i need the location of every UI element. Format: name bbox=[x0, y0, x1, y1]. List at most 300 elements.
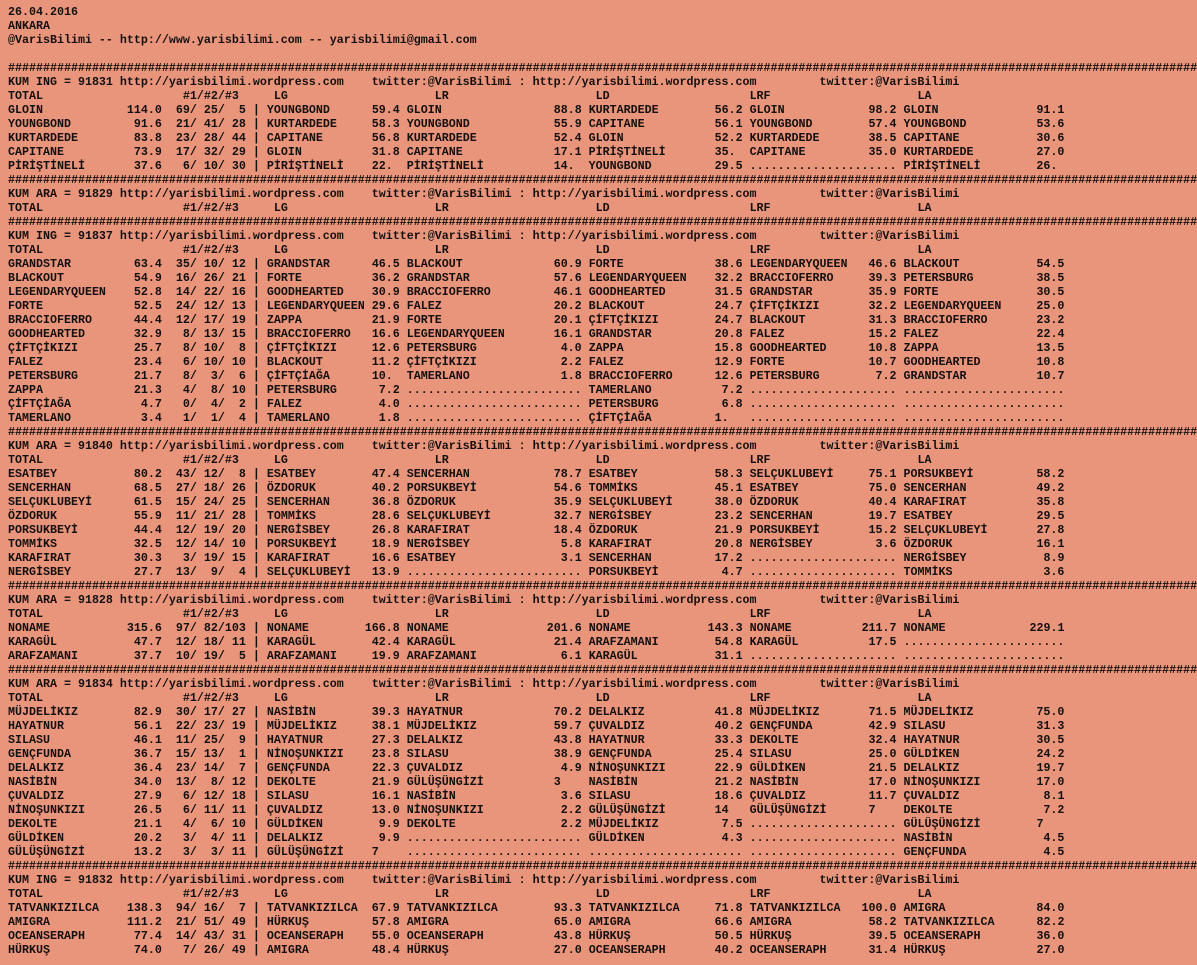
section-links: twitter:@VarisBilimi : http://yarisbilimi.wordpress.com bbox=[371, 75, 757, 89]
lg-name: KARAFIRAT bbox=[266, 551, 330, 565]
ld-value: 22.9 bbox=[714, 761, 743, 775]
row-name: GÜLÜŞÜNGİZİ bbox=[8, 845, 127, 859]
lr-value: 59.7 bbox=[553, 719, 582, 733]
lg-value: 55.0 bbox=[371, 929, 400, 943]
row-name: HAYATNUR bbox=[8, 719, 127, 733]
lr-name: DEKOLTE bbox=[406, 817, 456, 831]
lg-value: 46.5 bbox=[371, 257, 400, 271]
lg-value: 16.1 bbox=[371, 789, 400, 803]
header-lrf: LRF bbox=[749, 607, 771, 621]
lrf-name: GÜLÜŞÜNGİZİ bbox=[749, 803, 827, 817]
row-name: GRANDSTAR bbox=[8, 257, 127, 271]
row-ranks: 24/ 12/ 13 bbox=[168, 299, 246, 313]
lr-value: 93.3 bbox=[553, 901, 582, 915]
lr-value: 18.4 bbox=[553, 523, 582, 537]
lr-value: 65.0 bbox=[553, 915, 582, 929]
lrf-value: 31.3 bbox=[868, 313, 897, 327]
table-row bbox=[8, 845, 1197, 859]
row-ranks: 3/ 19/ 15 bbox=[168, 551, 246, 565]
row-total: 30.3 bbox=[126, 551, 162, 565]
separator-line: ########################################################################################################################################################################## bbox=[8, 173, 1197, 187]
lr-value: 14. bbox=[553, 159, 582, 173]
lr-name: GRANDSTAR bbox=[406, 271, 470, 285]
header-lr: LR bbox=[434, 887, 449, 901]
lg-value: 16.6 bbox=[371, 327, 400, 341]
ld-value: 40.2 bbox=[714, 719, 743, 733]
empty-cell-dots: ......................... bbox=[406, 397, 582, 411]
column-divider: | bbox=[252, 397, 260, 411]
twitter-handle: twitter:@VarisBilimi bbox=[819, 593, 960, 607]
lg-name: PORSUKBEYİ bbox=[266, 537, 337, 551]
lrf-value: 25.0 bbox=[868, 747, 897, 761]
section-title-line bbox=[8, 677, 1197, 691]
la-value: 75.0 bbox=[1036, 705, 1065, 719]
la-name: NONAME bbox=[903, 621, 946, 635]
header-total: TOTAL bbox=[8, 89, 43, 103]
lg-name: KURTARDEDE bbox=[266, 117, 337, 131]
lr-name: TATVANKIZILCA bbox=[406, 901, 498, 915]
empty-cell-dots: ..................... bbox=[749, 397, 897, 411]
table-row bbox=[8, 719, 1197, 733]
lr-name: SELÇUKLUBEYİ bbox=[406, 509, 491, 523]
column-header-line bbox=[8, 607, 1197, 621]
lg-value: 57.8 bbox=[371, 915, 400, 929]
ld-value: 23.2 bbox=[714, 509, 743, 523]
la-value: 7 bbox=[1036, 817, 1065, 831]
ld-value: 143.3 bbox=[707, 621, 743, 635]
column-divider: | bbox=[252, 565, 260, 579]
ld-name: ESATBEY bbox=[588, 467, 638, 481]
row-total: 77.4 bbox=[126, 929, 162, 943]
row-name: CAPITANE bbox=[8, 145, 127, 159]
lrf-value: 7.2 bbox=[875, 369, 897, 383]
lg-name: BLACKOUT bbox=[266, 355, 323, 369]
row-ranks: 97/ 82/103 bbox=[168, 621, 246, 635]
lrf-value: 32.4 bbox=[868, 733, 897, 747]
header-la: LA bbox=[917, 89, 932, 103]
lr-value: 20.2 bbox=[553, 299, 582, 313]
section-title: KUM ING = 91832 http://yarisbilimi.wordpress.com bbox=[8, 873, 344, 887]
lg-name: GÜLÜŞÜNGİZİ bbox=[266, 845, 344, 859]
lr-value: 2.2 bbox=[560, 803, 582, 817]
column-divider: | bbox=[252, 369, 260, 383]
separator-line: ########################################################################################################################################################################## bbox=[8, 663, 1197, 677]
header-ld: LD bbox=[595, 201, 610, 215]
la-value: 27.8 bbox=[1036, 523, 1065, 537]
row-ranks: 15/ 13/ 1 bbox=[168, 747, 246, 761]
empty-cell-dots: ..................... bbox=[749, 383, 897, 397]
ld-value: 71.8 bbox=[714, 901, 743, 915]
table-row bbox=[8, 383, 1197, 397]
row-ranks: 4/ 6/ 10 bbox=[168, 817, 246, 831]
lr-name: GÜLÜŞÜNGİZİ bbox=[406, 775, 484, 789]
la-name: MÜJDELİKIZ bbox=[903, 705, 974, 719]
lrf-name: ÇİFTÇİKIZI bbox=[749, 299, 820, 313]
header-lg: LG bbox=[273, 89, 288, 103]
lg-value: 21.9 bbox=[371, 313, 400, 327]
la-name: AMIGRA bbox=[903, 901, 946, 915]
ld-value: 6.8 bbox=[721, 397, 743, 411]
la-name: SENCERHAN bbox=[903, 481, 967, 495]
table-row bbox=[8, 831, 1197, 845]
row-total: 27.7 bbox=[126, 565, 162, 579]
row-ranks: 6/ 10/ 10 bbox=[168, 355, 246, 369]
row-name: PETERSBURG bbox=[8, 369, 127, 383]
ld-value: 33.3 bbox=[714, 733, 743, 747]
lr-name: PETERSBURG bbox=[406, 341, 477, 355]
row-ranks: 30/ 17/ 27 bbox=[168, 705, 246, 719]
la-value: 36.0 bbox=[1036, 929, 1065, 943]
row-total: 4.7 bbox=[126, 397, 162, 411]
column-divider: | bbox=[252, 635, 260, 649]
header-ld: LD bbox=[595, 691, 610, 705]
row-total: 82.9 bbox=[126, 705, 162, 719]
ld-value: 18.6 bbox=[714, 789, 743, 803]
column-header-line bbox=[8, 201, 1197, 215]
la-name: GÜLDİKEN bbox=[903, 747, 960, 761]
column-divider: | bbox=[252, 131, 260, 145]
table-row bbox=[8, 621, 1197, 635]
row-total: 36.4 bbox=[126, 761, 162, 775]
ld-name: TATVANKIZILCA bbox=[588, 901, 680, 915]
lg-name: LEGENDARYQUEEN bbox=[266, 299, 365, 313]
lrf-name: SELÇUKLUBEYİ bbox=[749, 467, 834, 481]
lg-name: GÜLDİKEN bbox=[266, 817, 323, 831]
row-name: KARAGÜL bbox=[8, 635, 127, 649]
lg-name: ÇİFTÇİKIZI bbox=[266, 341, 337, 355]
la-value: 27.0 bbox=[1036, 943, 1065, 957]
lrf-value: 211.7 bbox=[861, 621, 897, 635]
la-name: OCEANSERAPH bbox=[903, 929, 981, 943]
row-name: YOUNGBOND bbox=[8, 117, 127, 131]
column-divider: | bbox=[252, 915, 260, 929]
header-lrf: LRF bbox=[749, 201, 771, 215]
column-divider: | bbox=[252, 943, 260, 957]
row-total: 83.8 bbox=[126, 131, 162, 145]
column-divider: | bbox=[252, 341, 260, 355]
column-divider: | bbox=[252, 929, 260, 943]
row-total: 52.8 bbox=[126, 285, 162, 299]
lg-value: 27.3 bbox=[371, 733, 400, 747]
ld-name: KARAGÜL bbox=[588, 649, 638, 663]
ld-name: ZAPPA bbox=[588, 341, 624, 355]
table-row bbox=[8, 481, 1197, 495]
lr-name: TAMERLANO bbox=[406, 369, 470, 383]
column-divider: | bbox=[252, 831, 260, 845]
la-name: DELALKIZ bbox=[903, 761, 960, 775]
header-total: TOTAL bbox=[8, 453, 43, 467]
header-total: TOTAL bbox=[8, 201, 43, 215]
table-row bbox=[8, 537, 1197, 551]
lr-name: FALEZ bbox=[406, 299, 442, 313]
header-lg: LG bbox=[273, 607, 288, 621]
section-links: twitter:@VarisBilimi : http://yarisbilimi.wordpress.com bbox=[371, 677, 757, 691]
la-name: CAPITANE bbox=[903, 131, 960, 145]
ld-name: KURTARDEDE bbox=[588, 103, 659, 117]
column-divider: | bbox=[252, 481, 260, 495]
section-title-line bbox=[8, 439, 1197, 453]
lg-value: 13.0 bbox=[371, 803, 400, 817]
empty-cell-dots: ....................... bbox=[903, 383, 1065, 397]
column-divider: | bbox=[252, 817, 260, 831]
ld-value: 56.1 bbox=[714, 117, 743, 131]
row-ranks: 94/ 16/ 7 bbox=[168, 901, 246, 915]
la-name: ESATBEY bbox=[903, 509, 953, 523]
la-name: SILASU bbox=[903, 719, 946, 733]
la-value: 24.2 bbox=[1036, 747, 1065, 761]
row-ranks: 3/ 4/ 11 bbox=[168, 831, 246, 845]
row-ranks: 6/ 12/ 18 bbox=[168, 789, 246, 803]
la-value: 29.5 bbox=[1036, 509, 1065, 523]
row-name: BRACCIOFERRO bbox=[8, 313, 127, 327]
lr-value: 27.0 bbox=[553, 943, 582, 957]
row-ranks: 27/ 18/ 26 bbox=[168, 481, 246, 495]
row-total: 27.9 bbox=[126, 789, 162, 803]
ld-value: 54.8 bbox=[714, 635, 743, 649]
la-value: 13.5 bbox=[1036, 341, 1065, 355]
lr-value: 55.9 bbox=[553, 117, 582, 131]
lr-value: 60.9 bbox=[553, 257, 582, 271]
ld-value: 58.3 bbox=[714, 467, 743, 481]
header-lrf: LRF bbox=[749, 243, 771, 257]
ld-name: PETERSBURG bbox=[588, 397, 659, 411]
lrf-value: 31.4 bbox=[868, 943, 897, 957]
la-name: GOODHEARTED bbox=[903, 355, 981, 369]
la-name: HÜRKUŞ bbox=[903, 943, 946, 957]
row-name: SILASU bbox=[8, 733, 127, 747]
table-row bbox=[8, 327, 1197, 341]
ld-name: PİRİŞTİNELİ bbox=[588, 145, 666, 159]
results-document bbox=[8, 5, 1197, 957]
lrf-name: TATVANKIZILCA bbox=[749, 901, 841, 915]
row-total: 74.0 bbox=[126, 943, 162, 957]
lr-value: 70.2 bbox=[553, 705, 582, 719]
row-ranks: 23/ 14/ 7 bbox=[168, 761, 246, 775]
lr-name: FORTE bbox=[406, 313, 442, 327]
lr-name: KURTARDEDE bbox=[406, 131, 477, 145]
row-name: MÜJDELİKIZ bbox=[8, 705, 127, 719]
lrf-name: NONAME bbox=[749, 621, 792, 635]
lg-name: ARAFZAMANI bbox=[266, 649, 337, 663]
row-ranks: 12/ 17/ 19 bbox=[168, 313, 246, 327]
column-divider: | bbox=[252, 355, 260, 369]
row-name: ARAFZAMANI bbox=[8, 649, 127, 663]
lr-value: 17.1 bbox=[553, 145, 582, 159]
row-name: KARAFIRAT bbox=[8, 551, 127, 565]
header-la: LA bbox=[917, 691, 932, 705]
lrf-value: 17.5 bbox=[868, 635, 897, 649]
lg-name: TATVANKIZILCA bbox=[266, 901, 358, 915]
twitter-handle: twitter:@VarisBilimi bbox=[819, 187, 960, 201]
section-links: twitter:@VarisBilimi : http://yarisbilimi.wordpress.com bbox=[371, 229, 757, 243]
section-title: KUM ARA = 91840 http://yarisbilimi.wordpress.com bbox=[8, 439, 344, 453]
column-divider: | bbox=[252, 537, 260, 551]
column-divider: | bbox=[252, 705, 260, 719]
column-header-line bbox=[8, 89, 1197, 103]
row-ranks: 14/ 43/ 31 bbox=[168, 929, 246, 943]
lg-value: 10. bbox=[371, 369, 400, 383]
lg-name: SENCERHAN bbox=[266, 495, 330, 509]
row-name: ZAPPA bbox=[8, 383, 127, 397]
table-row bbox=[8, 649, 1197, 663]
lg-name: ÖZDORUK bbox=[266, 481, 316, 495]
lg-name: GENÇFUNDA bbox=[266, 761, 330, 775]
lg-value: 56.8 bbox=[371, 131, 400, 145]
ld-name: FALEZ bbox=[588, 355, 624, 369]
lg-name: GLOIN bbox=[266, 145, 302, 159]
lg-value: 166.8 bbox=[364, 621, 400, 635]
ld-value: 66.6 bbox=[714, 915, 743, 929]
lg-name: BRACCIOFERRO bbox=[266, 327, 351, 341]
column-divider: | bbox=[252, 145, 260, 159]
ld-value: 35. bbox=[714, 145, 743, 159]
lrf-value: 17.0 bbox=[868, 775, 897, 789]
row-name: NİNOŞUNKIZI bbox=[8, 803, 127, 817]
lrf-value: 15.2 bbox=[868, 523, 897, 537]
empty-cell-dots: ......................... bbox=[406, 831, 582, 845]
row-total: 32.9 bbox=[126, 327, 162, 341]
lrf-value: 32.2 bbox=[868, 299, 897, 313]
lg-value: 11.2 bbox=[371, 355, 400, 369]
row-name: ÇUVALDIZ bbox=[8, 789, 127, 803]
table-row bbox=[8, 355, 1197, 369]
table-row bbox=[8, 411, 1197, 425]
lrf-value: 40.4 bbox=[868, 495, 897, 509]
row-ranks: 8/ 13/ 15 bbox=[168, 327, 246, 341]
row-ranks: 21/ 41/ 28 bbox=[168, 117, 246, 131]
lr-value: 4.0 bbox=[560, 341, 582, 355]
la-name: BLACKOUT bbox=[903, 257, 960, 271]
row-total: 80.2 bbox=[126, 467, 162, 481]
header-ranks: #1/#2/#3 bbox=[182, 201, 239, 215]
table-row bbox=[8, 369, 1197, 383]
lg-name: GRANDSTAR bbox=[266, 257, 330, 271]
ld-value: 25.4 bbox=[714, 747, 743, 761]
column-divider: | bbox=[252, 803, 260, 817]
column-divider: | bbox=[252, 509, 260, 523]
la-value: 8.9 bbox=[1043, 551, 1065, 565]
header-total: TOTAL bbox=[8, 607, 43, 621]
section-title-line bbox=[8, 187, 1197, 201]
table-row bbox=[8, 789, 1197, 803]
table-row bbox=[8, 943, 1197, 957]
table-row bbox=[8, 775, 1197, 789]
row-ranks: 8/ 3/ 6 bbox=[168, 369, 246, 383]
row-ranks: 15/ 24/ 25 bbox=[168, 495, 246, 509]
lg-value: 38.1 bbox=[371, 719, 400, 733]
row-ranks: 12/ 14/ 10 bbox=[168, 537, 246, 551]
lg-value: 23.8 bbox=[371, 747, 400, 761]
empty-cell-dots: ..................... bbox=[749, 159, 897, 173]
la-name: NASİBİN bbox=[903, 831, 953, 845]
row-name: GENÇFUNDA bbox=[8, 747, 127, 761]
row-name: TAMERLANO bbox=[8, 411, 127, 425]
lg-name: ESATBEY bbox=[266, 467, 316, 481]
ld-value: 14 bbox=[714, 803, 743, 817]
lg-name: NERGİSBEY bbox=[266, 523, 330, 537]
lg-value: 39.3 bbox=[371, 705, 400, 719]
row-total: 114.0 bbox=[126, 103, 162, 117]
lr-value: 3.1 bbox=[560, 551, 582, 565]
header-lr: LR bbox=[434, 453, 449, 467]
lrf-value: 39.3 bbox=[868, 271, 897, 285]
row-total: 32.5 bbox=[126, 537, 162, 551]
lg-name: SILASU bbox=[266, 789, 309, 803]
table-row bbox=[8, 635, 1197, 649]
lrf-name: GOODHEARTED bbox=[749, 341, 827, 355]
row-total: 55.9 bbox=[126, 509, 162, 523]
lrf-value: 75.0 bbox=[868, 481, 897, 495]
table-row bbox=[8, 761, 1197, 775]
ld-name: TAMERLANO bbox=[588, 383, 652, 397]
la-name: SELÇUKLUBEYİ bbox=[903, 523, 988, 537]
la-name: TATVANKIZILCA bbox=[903, 915, 995, 929]
lr-name: PORSUKBEYİ bbox=[406, 481, 477, 495]
la-name: NERGİSBEY bbox=[903, 551, 967, 565]
lrf-name: GRANDSTAR bbox=[749, 285, 813, 299]
lr-value: 78.7 bbox=[553, 467, 582, 481]
lr-value: 38.9 bbox=[553, 747, 582, 761]
ld-value: 15.8 bbox=[714, 341, 743, 355]
lg-value: 30.9 bbox=[371, 285, 400, 299]
row-total: 34.0 bbox=[126, 775, 162, 789]
lr-value: 43.8 bbox=[553, 733, 582, 747]
header-ld: LD bbox=[595, 243, 610, 257]
lg-name: NASİBİN bbox=[266, 705, 316, 719]
ld-name: ÇİFTÇİAĞA bbox=[588, 411, 652, 425]
column-divider: | bbox=[252, 285, 260, 299]
lr-name: HAYATNUR bbox=[406, 705, 463, 719]
row-total: 315.6 bbox=[126, 621, 162, 635]
ld-name: BLACKOUT bbox=[588, 299, 645, 313]
section-title: KUM ING = 91837 http://yarisbilimi.wordpress.com bbox=[8, 229, 344, 243]
ld-name: GLOIN bbox=[588, 131, 624, 145]
table-row bbox=[8, 929, 1197, 943]
lrf-name: AMIGRA bbox=[749, 915, 792, 929]
section-title-line bbox=[8, 593, 1197, 607]
row-name: LEGENDARYQUEEN bbox=[8, 285, 127, 299]
row-name: NASİBİN bbox=[8, 775, 127, 789]
lrf-name: OCEANSERAPH bbox=[749, 943, 827, 957]
lg-name: ZAPPA bbox=[266, 313, 302, 327]
ld-value: 24.7 bbox=[714, 313, 743, 327]
row-ranks: 11/ 25/ 9 bbox=[168, 733, 246, 747]
header-la: LA bbox=[917, 607, 932, 621]
column-divider: | bbox=[252, 551, 260, 565]
lg-name: OCEANSERAPH bbox=[266, 929, 344, 943]
ld-value: 38.6 bbox=[714, 257, 743, 271]
ld-name: SELÇUKLUBEYİ bbox=[588, 495, 673, 509]
lrf-value: 57.4 bbox=[868, 117, 897, 131]
ld-name: TOMMİKS bbox=[588, 481, 638, 495]
header-total: TOTAL bbox=[8, 691, 43, 705]
ld-value: 40.2 bbox=[714, 943, 743, 957]
ld-value: 7.5 bbox=[721, 817, 743, 831]
lg-value: 31.8 bbox=[371, 145, 400, 159]
lr-name: DELALKIZ bbox=[406, 733, 463, 747]
ld-value: 56.2 bbox=[714, 103, 743, 117]
table-row bbox=[8, 747, 1197, 761]
lrf-value: 35.0 bbox=[868, 145, 897, 159]
lrf-value: 7 bbox=[868, 803, 897, 817]
empty-cell-dots: ....................... bbox=[903, 411, 1065, 425]
row-name: ESATBEY bbox=[8, 467, 127, 481]
header-lrf: LRF bbox=[749, 887, 771, 901]
la-value: 91.1 bbox=[1036, 103, 1065, 117]
column-divider: | bbox=[252, 621, 260, 635]
table-row bbox=[8, 523, 1197, 537]
header-ld: LD bbox=[595, 89, 610, 103]
